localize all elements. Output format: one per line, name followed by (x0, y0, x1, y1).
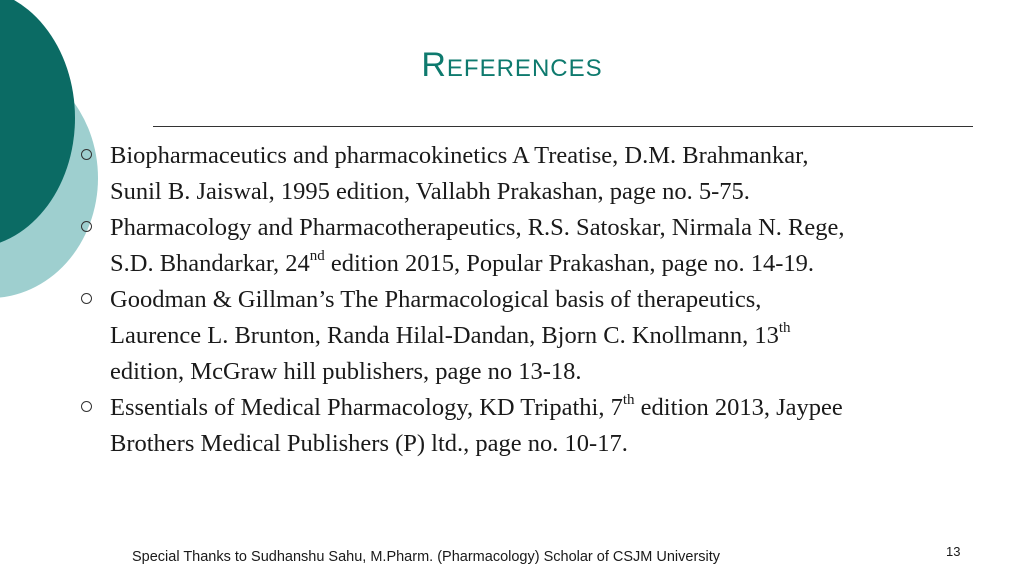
reference-item: Biopharmaceutics and pharmacokinetics A Treatise, D.M. Brahmankar, Sunil B. Jaiswal, 1995 edition, Vallabh Prakashan, page no. 5-75. (74, 138, 994, 210)
page-number: 13 (946, 544, 961, 559)
reference-item: Essentials of Medical Pharmacology, KD Tripathi, 7th edition 2013, Jaypee Brothers Medical Publishers (P) ltd., page no. 10-17. (74, 390, 994, 462)
hollow-circle-bullet-icon (81, 401, 92, 412)
slide-title: References (421, 46, 603, 84)
dark-teal-circle (0, 0, 75, 248)
footer-acknowledgement: Special Thanks to Sudhanshu Sahu, M.Pharm. (Pharmacology) Scholar of CSJM University (132, 549, 721, 565)
hollow-circle-bullet-icon (81, 293, 92, 304)
reference-item: Goodman & Gillman’s The Pharmacological basis of therapeutics, Laurence L. Brunton, Randa Hilal-Dandan, Bjorn C. Knollmann, 13th edition, McGraw hill publishers, page no 13-18. (74, 282, 994, 390)
title-divider (153, 126, 973, 127)
hollow-circle-bullet-icon (81, 221, 92, 232)
references-list (74, 138, 994, 462)
reference-item: Pharmacology and Pharmacotherapeutics, R.S. Satoskar, Nirmala N. Rege, S.D. Bhandarkar, 24nd edition 2015, Popular Prakashan, page no. 14-19. (74, 210, 994, 282)
hollow-circle-bullet-icon (81, 149, 92, 160)
